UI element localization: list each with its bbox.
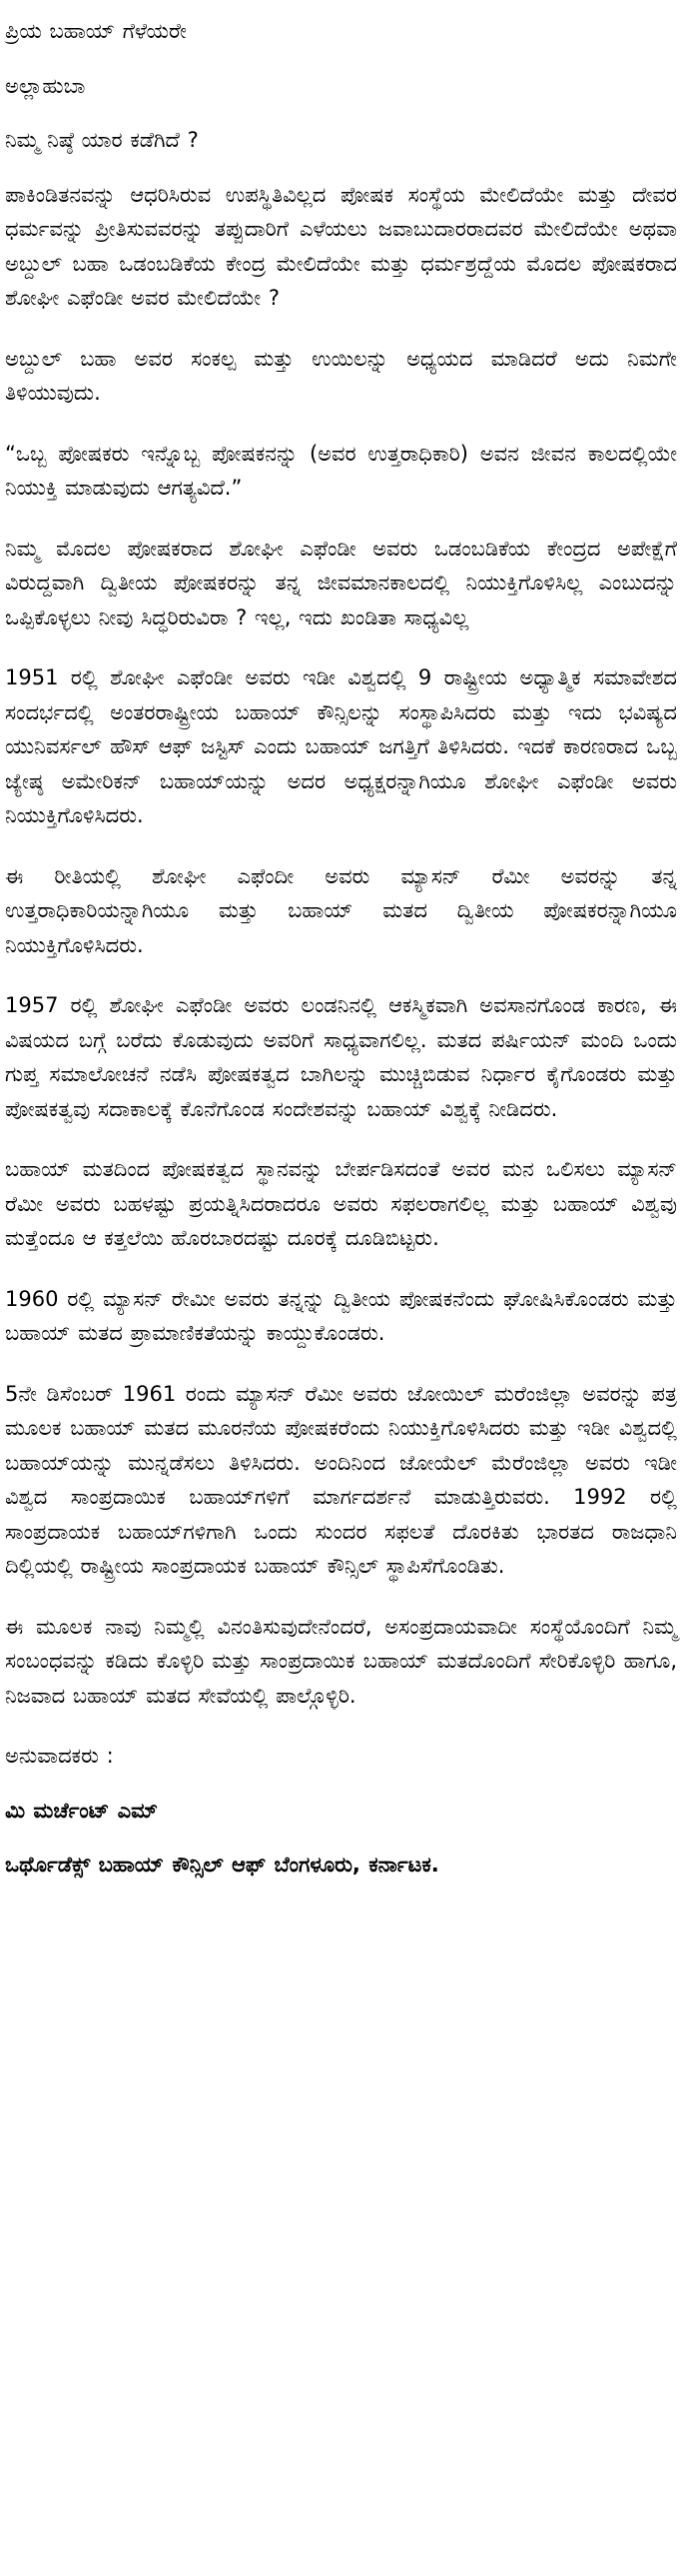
paragraph-6: ಈ ರೀತಿಯಲ್ಲಿ ಶೋಘೀ ಎಫೆಂದೀ ಅವರು ಮ್ಯಾಸನ್ ರೆಮೀ ಅವರನ್ನು ತನ್ನ ಉತ್ತರಾಧಿಕಾರಿಯನ್ನಾಗಿಯೂ ಮತ್ತು ಬಹಾಯ್ ಮತದ ದ್ವಿತೀಯ ಪೋಷಕರನ್ನಾಗಿಯೂ ನಿಯುಕ್ತಿಗೊಳಿಸಿದರು. [5, 863, 677, 957]
organization-name: ಒರ್ಥೊಡೆಕ್ಸ್ ಬಹಾಯ್ ಕೌನ್ಸಿಲ್ ಆಫ್ ಬೆಂಗಳೂರು, ಕರ್ನಾಟಕ. [5, 1853, 439, 1877]
question-heading: ನಿಮ್ಮ ನಿಷ್ಠೆ ಯಾರ ಕಡೆಗಿದೆ ? [5, 128, 199, 152]
paragraph-8: ಬಹಾಯ್ ಮತದಿಂದ ಪೋಷಕತ್ವದ ಸ್ಥಾನವನ್ನು ಬೇರ್ಪಡಿಸದಂತೆ ಅವರ ಮನ ಒಲಿಸಲು ಮ್ಯಾಸನ್ ರೆಮೀ ಅವರು ಬಹಳಷ್ಟು ಪ್ರಯತ್ನಿಸಿದರಾದರೂ ಅವರು ಸಫಲರಾಗಲಿಲ್ಲ ಮತ್ತು ಬಹಾಯ್ ವಿಶ್ವವು ಮತ್ತೆಂದೂ ಆ ಕತ್ತಲೆಯಿ ಹೊರಬಾರದಷ್ಟು ದೂರಕ್ಕೆ ದೂಡಿಬಿಟ್ಟರು. [5, 1157, 677, 1250]
paragraph-9: 1960 ರಲ್ಲಿ ಮ್ಯಾಸನ್ ರೇಮೀ ಅವರು ತನ್ನನ್ನು ದ್ವಿತೀಯ ಪೋಷಕನೆಂದು ಘೋಷಿಸಿಕೊಂಡರು ಮತ್ತು ಬಹಾಯ್ ಮತದ ಪ್ರಾಮಾಣಿಕತೆಯನ್ನು ಕಾಯ್ದುಕೊಂಡರು. [5, 1286, 677, 1345]
quote-paragraph: “ಒಬ್ಬ ಪೋಷಕರು ಇನ್ನೊಬ್ಬ ಪೋಷಕನನ್ನು (ಅವರ ಉತ್ತರಾಧಿಕಾರಿ) ಅವನ ಜೀವನ ಕಾಲದಲ್ಲಿಯೇ ನಿಯುಕ್ತಿ ಮಾಡುವುದು ಆಗತ್ಯವಿದೆ.” [5, 441, 677, 500]
translators-label: ಅನುವಾದಕರು : [5, 1744, 114, 1768]
paragraph-10: 5ನೇ ಡಿಸೆಂಬರ್ 1961 ರಂದು ಮ್ಯಾಸನ್ ರೆಮೀ ಅವರು ಜೋಯಿಲ್ ಮರೆಂಜಿಲ್ಲಾ ಅವರನ್ನು ಪತ್ರ ಮೂಲಕ ಬಹಾಯ್ ಮತದ ಮೂರನೆಯ ಪೋಷಕರೆಂದು ನಿಯುಕ್ತಿಗೊಳಿಸಿದರು ಮತ್ತು ಇಡೀ ವಿಶ್ವದಲ್ಲಿ ಬಹಾಯ್‌ಯನ್ನು ಮುನ್ನಡೆಸಲು ತಿಳಿಸಿದರು. ಅಂದಿನಿಂದ ಜೋಯೆಲ್ ಮೆರೆಂಜಿಲ್ಲಾ ಅವರು ಇಡೀ ವಿಶ್ವದ ಸಾಂಪ್ರದಾಯಿಕ ಬಹಾಯ್‌ಗಳಿಗೆ ಮಾರ್ಗದರ್ಶನೆ ಮಾಡುತ್ತಿರುವರು. 1992 ರಲ್ಲಿ ಸಾಂಪ್ರದಾಯಕ ಬಹಾಯ್‌ಗಳಿಗಾಗಿ ಒಂದು ಸುಂದರ ಸಫಲತೆ ದೊರಕಿತು ಭಾರತದ ರಾಜಧಾನಿ ದಿಲ್ಲಿಯಲ್ಲಿ ರಾಷ್ಟ್ರೀಯ ಸಾಂಪ್ರದಾಯಕ ಬಹಾಯ್ ಕೌನ್ಸಿಲ್ ಸ್ಥಾಪಿಸೆಗೊಂಡಿತು. [5, 1381, 677, 1578]
paragraph-11: ಈ ಮೂಲಕ ನಾವು ನಿಮ್ಮಲ್ಲಿ ವಿನಂತಿಸುವುದೇನೆಂದರೆ, ಅಸಂಪ್ರದಾಯವಾದೀ ಸಂಸ್ಥೆಯೊಂದಿಗೆ ನಿಮ್ಮ ಸಂಬಂಧವನ್ನು ಕಡಿದು ಕೊಳ್ಳಿರಿ ಮತ್ತು ಸಾಂಪ್ರದಾಯಿಕ ಬಹಾಯ್ ಮತದೊಂದಿಗೆ ಸೇರಿಕೊಳ್ಳಿರಿ ಹಾಗೂ, ನಿಜವಾದ ಬಹಾಯ್ ಮತದ ಸೇವೆಯಲ್ಲಿ ಪಾಲ್ಗೊಳ್ಳಿರಿ. [5, 1614, 677, 1708]
translator-name: ಮಿ ಮರ್ಚೆಂಟ್ ಎಮ್ [5, 1798, 158, 1823]
salutation: ಪ್ರಿಯ ಬಹಾಯ್ ಗೆಳೆಯರೇ [5, 19, 187, 43]
paragraph-4: ನಿಮ್ಮ ಮೊದಲ ಪೋಷಕರಾದ ಶೋಘೀ ಎಫೆಂಡೀ ಅವರು ಒಡಂಬಡಿಕೆಯ ಕೇಂದ್ರದ ಅಪೇಕ್ಷೆಗೆ ವಿರುದ್ದವಾಗಿ ದ್ವಿತೀಯ ಪೋಷಕರನ್ನು ತನ್ನ ಜೀವಮಾನಕಾಲದಲ್ಲಿ ನಿಯುಕ್ತಿಗೊಳಿಸಿಲ್ಲ ಎಂಬುದನ್ನು ಒಪ್ಪಿಕೊಳ್ಳಲು ನೀವು ಸಿದ್ಧರಿರುವಿರಾ ? ಇಲ್ಲ, ಇದು ಖಂಡಿತಾ ಸಾಧ್ಯವಿಲ್ಲ [5, 536, 677, 630]
greeting: ಅಲ್ಲಾಹುಬಾ [5, 73, 86, 98]
paragraph-5: 1951 ರಲ್ಲಿ ಶೋಘೀ ಎಫೆಂಡೀ ಅವರು ಇಡೀ ವಿಶ್ವದಲ್ಲಿ 9 ರಾಷ್ಟ್ರೀಯ ಅಧ್ಯಾತ್ಮಿಕ ಸಮಾವೇಶದ ಸಂದರ್ಭದಲ್ಲಿ ಅಂತರರಾಷ್ಟ್ರೀಯ ಬಹಾಯ್ ಕೌನ್ಸಿಲನ್ನು ಸಂಸ್ಥಾಪಿಸಿದರು ಮತ್ತು ಇದು ಭವಿಷ್ಯದ ಯುನಿವರ್ಸಲ್ ಹೌಸ್ ಆಫ್ ಜಸ್ಟಿಸ್ ಎಂದು ಬಹಾಯ್ ಜಗತ್ತಿಗೆ ತಿಳಿಸಿದರು. ಇದಕೆ ಕಾರಣರಾದ ಒಬ್ಬ ಜ್ಯೇಷ್ಠ ಅಮೇರಿಕನ್ ಬಹಾಯ್‌ಯನ್ನು ಅದರ ಅಧ್ಯಕ್ಷರನ್ನಾಗಿಯೂ ಶೋಘೀ ಎಫೆಂಡೀ ಅವರು ನಿಯುಕ್ತಿಗೊಳಿಸಿದರು. [5, 665, 677, 827]
paragraph-7: 1957 ರಲ್ಲಿ ಶೋಘೀ ಎಫೆಂಡೀ ಅವರು ಲಂಡನಿನಲ್ಲಿ ಆಕಸ್ಮಿಕವಾಗಿ ಅವಸಾನಗೊಂಡ ಕಾರಣ, ಈ ವಿಷಯದ ಬಗ್ಗೆ ಬರೆದು ಕೊಡುವುದು ಅವರಿಗೆ ಸಾಧ್ಯವಾಗಲಿಲ್ಲ. ಮತದ ಪರ್ಷಿಯನ್ ಮಂದಿ ಒಂದು ಗುಪ್ತ ಸಮಾಲೋಚನೆ ನಡೆಸಿ ಪೋಷಕತ್ವದ ಬಾಗಿಲನ್ನು ಮುಚ್ಚಿಬಿಡುವ ನಿರ್ಧಾರ ಕೈಗೊಂಡರು ಮತ್ತು ಪೋಷಕತ್ವವು ಸದಾಕಾಲಕ್ಕೆ ಕೊನೆಗೊಂಡ ಸಂದೇಶವನ್ನು ಬಹಾಯ್ ವಿಶ್ವಕ್ಕೆ ನೀಡಿದರು. [5, 993, 677, 1121]
paragraph-1: ಪಾಕಿಂಡಿತನವನ್ನು ಆಧರಿಸಿರುವ ಉಪಸ್ಥಿತಿವಿಲ್ಲದ ಪೋಷಕ ಸಂಸ್ಥೆಯ ಮೇಲಿದೆಯೇ ಮತ್ತು ದೇವರ ಧರ್ಮವನ್ನು ಪ್ರೀತಿಸುವವರನ್ನು ತಪ್ಪುದಾರಿಗೆ ಎಳೆಯಲು ಜವಾಬುದಾರರಾದವರ ಮೇಲಿದೆಯೇ ಅಥವಾ ಅಬ್ದುಲ್ ಬಹಾ ಒಡಂಬಡಿಕೆಯ ಕೇಂದ್ರ ಮೇಲಿದೆಯೇ ಮತ್ತು ಧರ್ಮಶ್ರದ್ದೆಯ ಮೊದಲ ಪೋಷಕರಾದ ಶೋಘೀ ಎಫೆಂಡೀ ಅವರ ಮೇಲಿದೆಯೇ ? [5, 182, 677, 310]
paragraph-2: ಅಬ್ದುಲ್ ಬಹಾ ಅವರ ಸಂಕಲ್ಪ ಮತ್ತು ಉಯಿಲನ್ನು ಅಧ್ಯಯದ ಮಾಡಿದರೆ ಅದು ನಿಮಗೇ ತಿಳಿಯುವುದು. [5, 346, 677, 405]
